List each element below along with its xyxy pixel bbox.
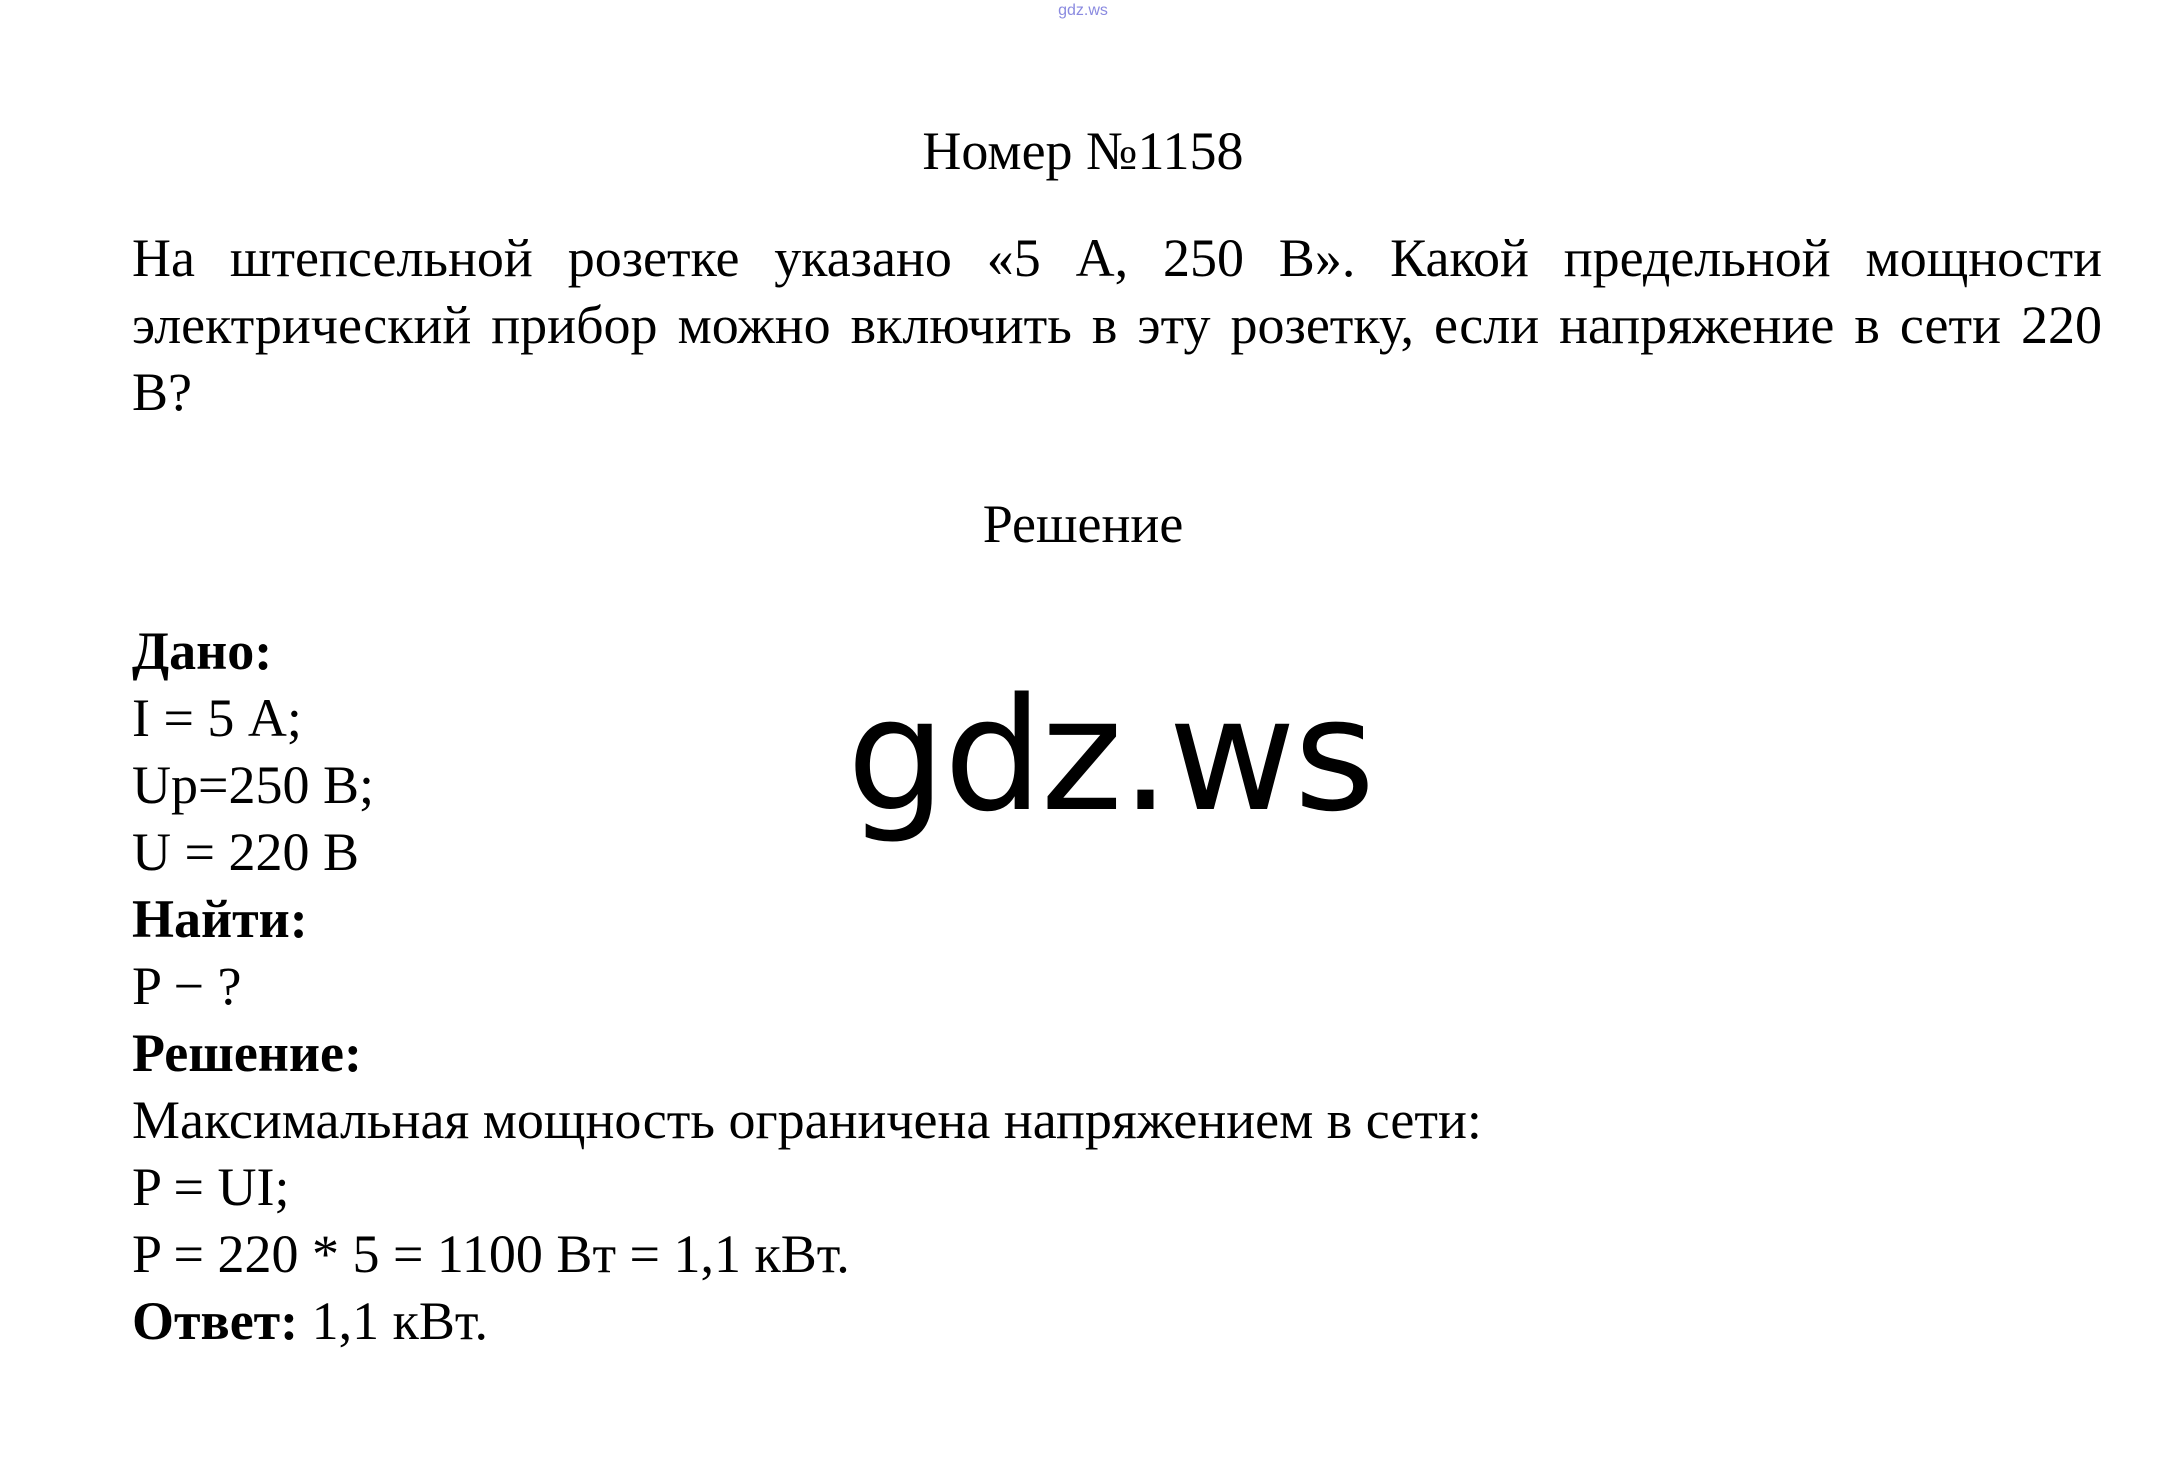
- solution-line: Максимальная мощность ограничена напряжением в сети:: [132, 1090, 1482, 1150]
- solution-label: Решение:: [132, 1023, 362, 1083]
- find-item: P − ?: [132, 956, 242, 1016]
- answer-line: [132, 1288, 2032, 1355]
- given-item: Uр=250 В;: [132, 755, 374, 815]
- find-label: Найти:: [132, 889, 308, 949]
- solution-line: P = 220 * 5 = 1100 Вт = 1,1 кВт.: [132, 1224, 850, 1284]
- page-title: Номер №1158: [922, 121, 1244, 181]
- solution-line: P = UI;: [132, 1157, 290, 1217]
- solution-heading: Решение: [982, 494, 1184, 554]
- answer-value: 1,1 кВт.: [298, 1291, 488, 1351]
- problem-statement: На штепсельной розетке указано «5 А, 250 В». Какой предельной мощности электрический прибор можно включить в эту розетку, если напряжение в сети 220 В?: [132, 228, 2102, 422]
- site-mark: gdz.ws: [1058, 2, 1108, 19]
- answer-label: Ответ:: [132, 1291, 299, 1351]
- given-label: Дано:: [132, 621, 273, 681]
- watermark: gdz.ws: [846, 664, 1374, 846]
- solution-body: [132, 618, 2032, 1355]
- given-item: I = 5 А;: [132, 688, 302, 748]
- given-item: U = 220 В: [132, 822, 359, 882]
